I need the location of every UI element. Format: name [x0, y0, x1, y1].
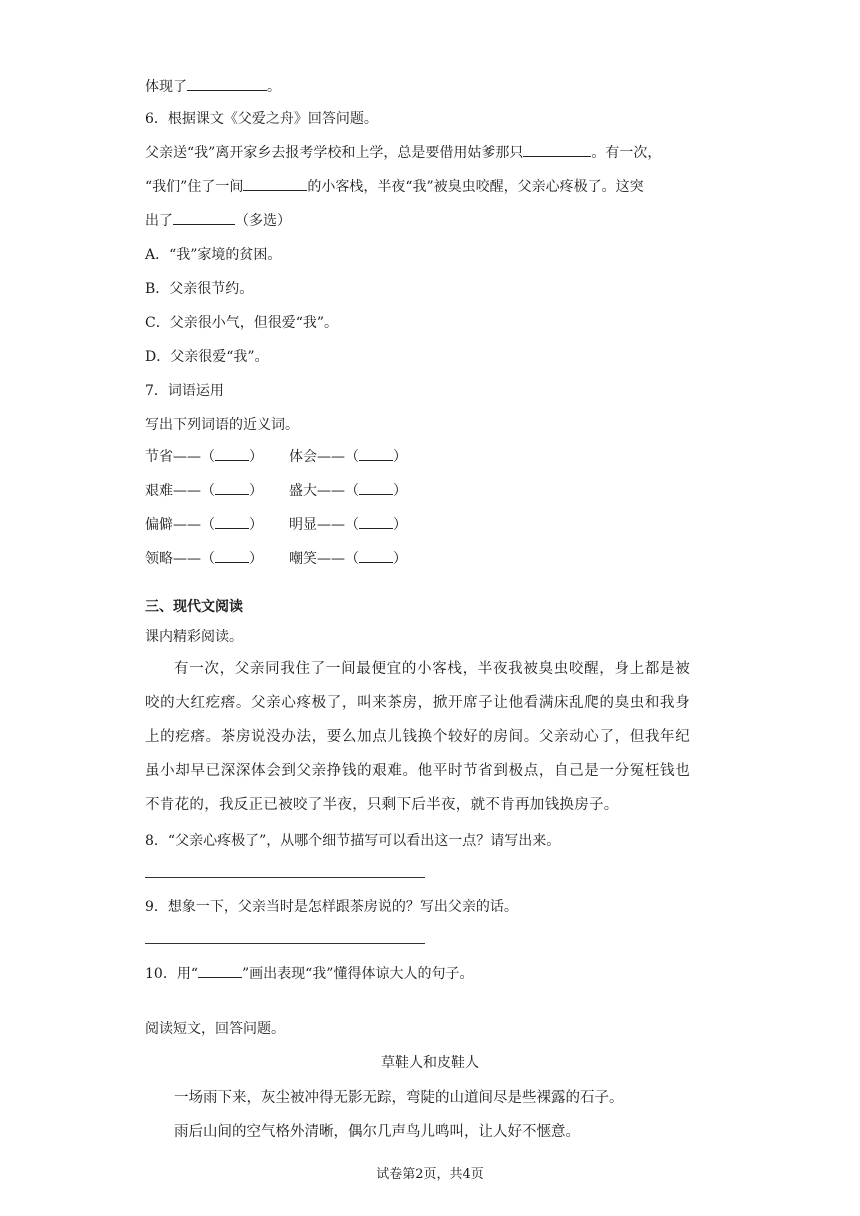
synonym-item [145, 480, 263, 500]
synonym-close: ） [249, 551, 263, 567]
synonym-word: 领略——（ [145, 551, 215, 567]
synonym-item [145, 446, 263, 466]
q6-line1 [145, 142, 661, 162]
q7-instruction: 写出下列词语的近义词。 [145, 417, 299, 433]
synonym-item [145, 548, 263, 568]
reading-passage [145, 652, 690, 822]
synonym-close: ） [249, 449, 263, 465]
article-title: 草鞋人和皮鞋人 [381, 1055, 479, 1071]
q6-stem: 6．根据课文《父爱之舟》回答问题。 [145, 111, 378, 127]
q6-option-d[interactable]: D．父亲很爱“我”。 [145, 349, 269, 365]
synonym-blank[interactable] [215, 548, 249, 563]
q6-line3-a: 出了 [145, 213, 173, 229]
section-intro: 课内精彩阅读。 [145, 629, 243, 645]
q6-blank-3[interactable] [173, 210, 235, 225]
reading2-intro: 阅读短文，回答问题。 [145, 1021, 285, 1037]
synonym-word: 偏僻——（ [145, 517, 215, 533]
synonym-word: 节省——（ [145, 449, 215, 465]
synonym-close: ） [393, 551, 407, 567]
q6-blank-1[interactable] [523, 142, 591, 157]
synonym-blank[interactable] [215, 480, 249, 495]
q10-underline-sample [198, 963, 242, 978]
q6-line3-b: （多选） [235, 213, 291, 229]
page-footer: 试卷第2页，共4页 [376, 1167, 484, 1182]
q6-line3 [145, 210, 291, 230]
synonym-close: ） [393, 517, 407, 533]
q6-line2-a: “我们”住了一间 [145, 179, 244, 195]
q10-stem [145, 963, 473, 983]
q6-line2-b: 的小客栈，半夜“我”被臭虫咬醒，父亲心疼极了。这突 [307, 179, 644, 195]
synonym-blank[interactable] [359, 514, 393, 529]
synonym-blank[interactable] [359, 480, 393, 495]
synonym-blank[interactable] [215, 514, 249, 529]
q6-option-c[interactable]: C．父亲很小气，但很爱“我”。 [145, 315, 339, 331]
q5-tail-line [145, 76, 281, 96]
synonym-word: 嘲笑——（ [289, 551, 359, 567]
q9-stem: 9．想象一下，父亲当时是怎样跟茶房说的？写出父亲的话。 [145, 899, 518, 915]
article-paragraph: 一场雨下来，灰尘被冲得无影无踪，弯陡的山道间尽是些裸露的石子。 [174, 1090, 624, 1106]
synonym-item [289, 548, 407, 568]
q6-line1-a: 父亲送“我”离开家乡去报考学校和上学，总是要借用姑爹那只 [145, 145, 524, 161]
synonym-close: ） [249, 517, 263, 533]
synonym-item [289, 446, 407, 466]
synonym-blank[interactable] [359, 548, 393, 563]
synonym-item [289, 480, 407, 500]
q6-option-b[interactable]: B．父亲很节约。 [145, 281, 254, 297]
synonym-word: 盛大——（ [289, 483, 359, 499]
passage-paragraph: 有一次，父亲同我住了一间最便宜的小客栈，半夜我被臭虫咬醒，身上都是被咬的大红疙瘩。父亲心疼极了，叫来茶房，掀开席子让他看满床乱爬的臭虫和我身上的疙瘩。茶房说没办法，要么加点儿钱换个较好的房间。父亲动心了，但我年纪虽小却早已深深体会到父亲挣钱的艰难。他平时节省到极点，自己是一分冤枉钱也不肯花的，我反正已被咬了半夜，只剩下后半夜，就不肯再加钱换房子。 [145, 661, 690, 813]
q9-answer-line[interactable] [145, 943, 425, 944]
synonym-close: ） [249, 483, 263, 499]
section-heading: 三、现代文阅读 [145, 599, 243, 615]
q6-line1-b: 。有一次， [591, 145, 662, 161]
q7-stem: 7．词语运用 [145, 383, 224, 399]
synonym-word: 体会——（ [289, 449, 359, 465]
q6-option-a[interactable]: A．“我”家境的贫困。 [145, 247, 282, 263]
synonym-word: 艰难——（ [145, 483, 215, 499]
q6-blank-2[interactable] [243, 176, 307, 191]
q5-tail-text: 体现了 [145, 79, 187, 95]
synonym-blank[interactable] [359, 446, 393, 461]
q10-stem-a: 10．用“ [145, 966, 198, 982]
article-paragraph: 雨后山间的空气格外清晰，偶尔几声鸟儿鸣叫，让人好不惬意。 [174, 1124, 580, 1140]
synonym-close: ） [393, 449, 407, 465]
q10-stem-b: ”画出表现“我”懂得体谅大人的句子。 [241, 966, 474, 982]
q8-stem: 8．“父亲心疼极了”，从哪个细节描写可以看出这一点？请写出来。 [145, 833, 561, 849]
synonym-word: 明显——（ [289, 517, 359, 533]
q5-tail-end: 。 [267, 79, 281, 95]
q8-answer-line[interactable] [145, 877, 425, 878]
synonym-close: ） [393, 483, 407, 499]
q6-line2 [145, 176, 644, 196]
synonym-item [289, 514, 407, 534]
q5-answer-blank[interactable] [187, 76, 267, 91]
synonym-blank[interactable] [215, 446, 249, 461]
synonym-item [145, 514, 263, 534]
